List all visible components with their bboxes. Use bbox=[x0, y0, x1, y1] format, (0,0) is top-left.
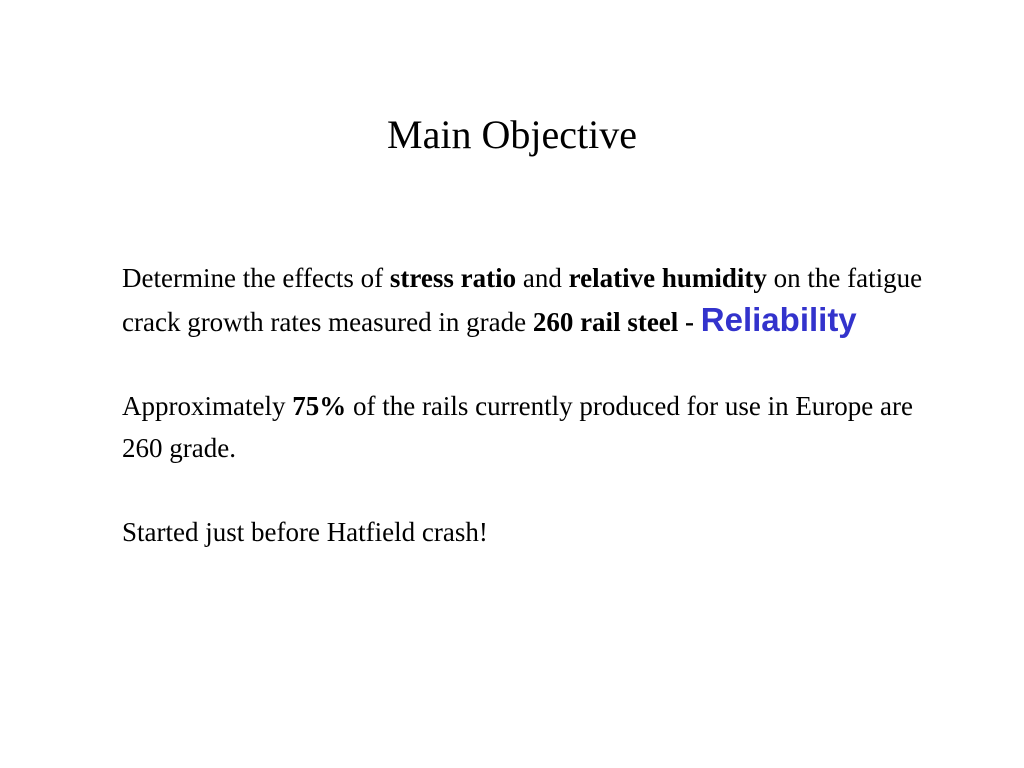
paragraph-market-share bbox=[122, 385, 952, 469]
emphasis-grade-number: 260 bbox=[532, 307, 574, 337]
text-run: of the rails currently produced for use in Europe are 260 grade. bbox=[122, 391, 913, 463]
text-run: Started just before Hatfield crash! bbox=[122, 517, 488, 547]
emphasis-percentage: 75% bbox=[292, 391, 347, 421]
reliability-highlight: Reliability bbox=[700, 301, 857, 338]
text-run: Approximately bbox=[122, 391, 293, 421]
text-run: Determine the effects of bbox=[122, 263, 390, 293]
slide-title: Main Objective bbox=[387, 112, 637, 157]
text-run: and bbox=[516, 263, 569, 293]
text-run: on the fatigue crack growth rates measured in grade bbox=[122, 263, 923, 337]
paragraph-hatfield bbox=[122, 511, 952, 553]
emphasis-rail-steel: rail steel - bbox=[573, 307, 701, 337]
emphasis-relative-humidity: relative humidity bbox=[568, 263, 767, 293]
slide-body bbox=[122, 257, 952, 553]
paragraph-objective bbox=[122, 257, 952, 343]
emphasis-stress-ratio: stress ratio bbox=[389, 263, 517, 293]
